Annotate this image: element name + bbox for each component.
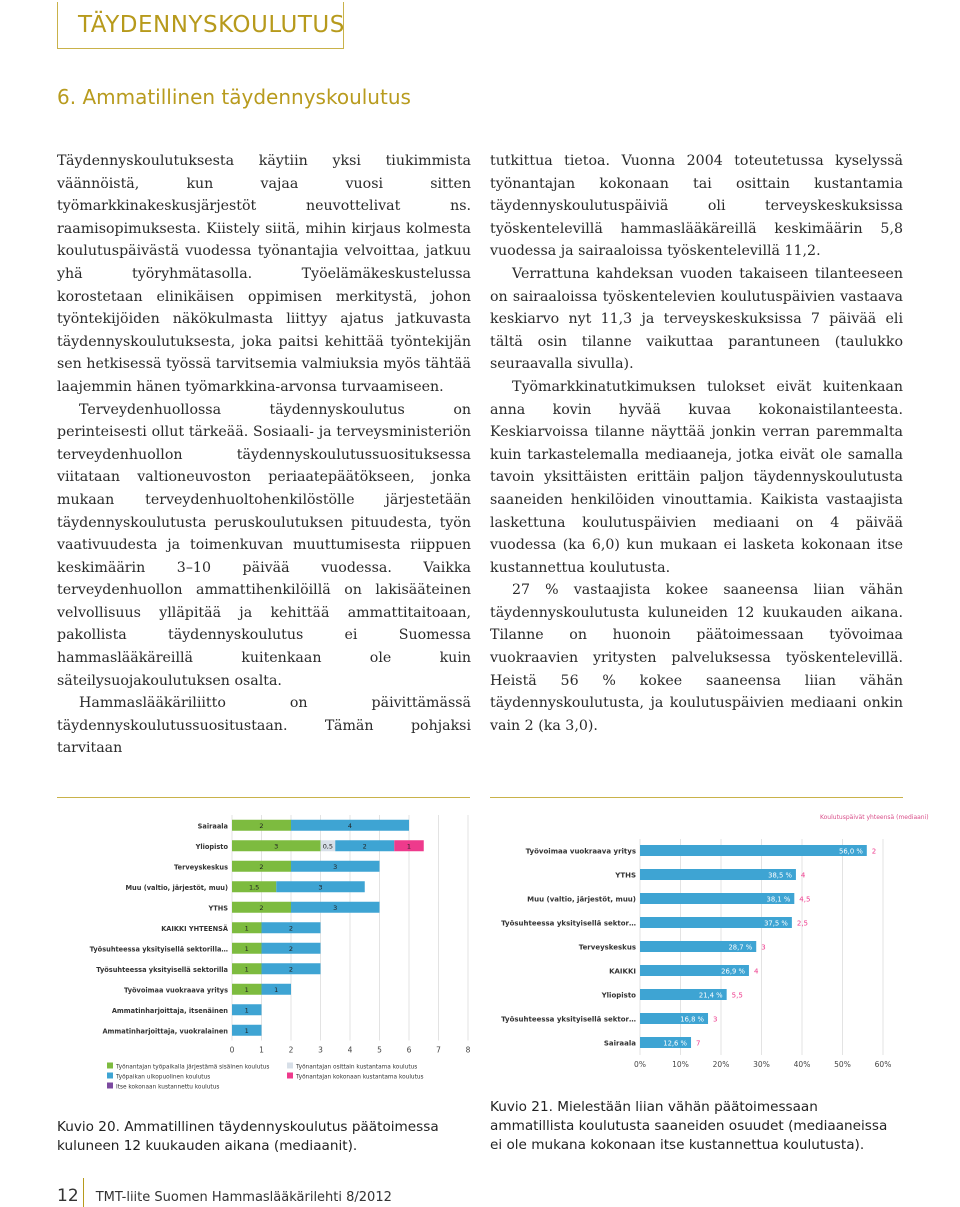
x-tick-label: 30% [753, 1060, 770, 1069]
data-label: 1 [244, 965, 249, 974]
figure-20-chart [57, 805, 470, 1105]
category-label: Ammatinharjoittaja, itsenäinen [111, 1006, 228, 1015]
category-label: KAIKKI [609, 967, 636, 976]
median-label: 3 [713, 1015, 718, 1024]
paragraph: Verrattuna kahdeksan vuoden takaiseen tilanteeseen on sairaaloissa työskentelevien koulutuspäivien vastaava keskiarvo nyt 11,3 ja terveyskeskuksissa 7 päivää eli tältä osin tilanne vaikuttaa parantuneen (taulukko seuraavalla sivulla). [490, 265, 903, 373]
data-label: 38,5 % [768, 871, 792, 880]
left-column [57, 150, 471, 760]
category-label: Sairaala [603, 1039, 636, 1048]
data-label: 2 [259, 821, 264, 830]
section-tab-label: TÄYDENNYSKOULUTUS [78, 12, 345, 38]
paragraph: Hammaslääkäriliitto on päivittämässä täydennyskoulutussuositustaan. Tämän pohjaksi tarvitaan [57, 695, 471, 757]
category-label: Terveyskeskus [578, 943, 636, 952]
right-column [490, 150, 903, 737]
x-tick-label: 0% [634, 1060, 646, 1069]
category-label: Muu (valtio, järjestöt, muu) [527, 895, 636, 904]
median-label: 2,5 [796, 919, 809, 928]
category-label: Terveyskeskus [174, 863, 228, 872]
category-label: Ammatinharjoittaja, vuokralainen [102, 1027, 228, 1036]
legend-swatch [107, 1083, 113, 1089]
data-label: 2 [259, 862, 264, 871]
category-label: Työsuhteessa yksityisellä sektor… [501, 919, 636, 928]
data-label: 3 [318, 883, 323, 892]
figure-21-chart [490, 805, 929, 1085]
paragraph: Täydennyskoulutuksesta käytiin yksi tiukimmista väännöistä, kun vajaa vuosi sitten työmarkkinakeskusjärjestöt neuvottelivat ns. raamisopimuksesta. Kiistely siitä, mihin kirjaus kolmesta koulutuspäivästä vuodessa työnantajia velvoittaa, jatkuu yhä työryhmätasolla. Työelämäkeskustelussa korostetaan elinikäisen oppimisen merkitystä, johon työntekijöiden näkökulmasta liittyy ajatus jatkuvasta täydennyskoulutuksesta, joka paitsi kehittää työntekijän sen hetkisessä työssä tarvitsemia valmiuksia myös tähtää laajemmin hänen työmarkkina-arvonsa turvaamiseen. [57, 153, 471, 395]
paragraph: 27 % vastaajista kokee saaneensa liian vähän täydennyskoulutusta kuluneiden 12 kuukauden aikana. Tilanne on huonoin päätoimessaan työvoimaa vuokraavien yritysten palveluksessa työskentelevillä. Heistä 56 % kokee saaneensa liian vähän täydennyskoulutusta, ja koulutuspäivien mediaani onkin vain 2 (ka 3,0). [490, 582, 903, 734]
data-label: 1 [274, 985, 279, 994]
median-label: 7 [696, 1039, 701, 1048]
data-label: 21,4 % [698, 991, 723, 1000]
category-label: Muu (valtio, järjestöt, muu) [125, 883, 228, 892]
x-tick-label: 1 [259, 1045, 264, 1055]
data-label: 37,5 % [764, 919, 788, 928]
data-label: 1,5 [248, 883, 260, 892]
footer [57, 1186, 392, 1206]
section-title: 6. Ammatillinen täydennyskoulutus [57, 85, 411, 109]
category-label: Työsuhteessa yksityisellä sektorilla… [89, 945, 228, 954]
paragraph: tutkittua tietoa. Vuonna 2004 toteutetussa kyselyssä työnantajan kokonaan tai osittain kustantamia täydennyskoulutuspäiviä oli terveyskeskuksissa työskentelevillä hammaslääkäreillä keskimäärin 5,8 vuodessa ja sairaaloissa työskentelevillä 11,2. [490, 153, 903, 260]
page-number: 12 [57, 1186, 79, 1206]
legend-swatch [107, 1063, 113, 1069]
category-label: YTHS [615, 871, 636, 880]
category-label: Työsuhteessa yksityisellä sektor… [501, 1015, 636, 1024]
median-label: 2 [871, 847, 877, 856]
x-tick-label: 20% [712, 1060, 730, 1069]
x-tick-label: 60% [874, 1060, 892, 1069]
legend-title: Koulutuspäivät yhteensä (mediaani) [820, 814, 929, 821]
category-label: YTHS [208, 904, 228, 913]
data-label: 1 [244, 1006, 249, 1015]
legend-label: Työnantajan työpaikalla järjestämä sisäinen koulutus [116, 1064, 270, 1071]
median-label: 4 [800, 871, 806, 880]
x-tick-label: 5 [377, 1045, 382, 1055]
figure-21 [490, 805, 929, 1085]
x-tick-label: 6 [406, 1045, 412, 1055]
x-tick-label: 10% [672, 1060, 689, 1069]
category-label: Työvoimaa vuokraava yritys [525, 847, 636, 856]
data-label: 2 [288, 924, 294, 933]
x-tick-label: 0 [229, 1045, 235, 1055]
data-label: 3 [333, 862, 338, 871]
figure-rule-right [490, 797, 903, 798]
figure-rule-left [57, 797, 470, 798]
legend-label: Työpaikan ulkopuolinen koulutus [116, 1074, 211, 1081]
category-label: Yliopisto [601, 991, 636, 1000]
data-label: 1 [406, 842, 412, 851]
bar [640, 845, 867, 856]
data-label: 3 [274, 842, 279, 851]
x-tick-label: 2 [288, 1045, 294, 1055]
data-label: 1 [244, 1026, 249, 1035]
median-label: 4 [753, 967, 759, 976]
data-label: 2 [362, 842, 367, 851]
data-label: 2 [288, 944, 294, 953]
data-label: 1 [244, 944, 249, 953]
median-label: 3 [761, 943, 766, 952]
data-label: 1 [244, 924, 249, 933]
data-label: 3 [333, 903, 338, 912]
data-label: 56,0 % [839, 847, 863, 856]
x-tick-label: 4 [347, 1045, 353, 1055]
paragraph: Terveydenhuollossa täydennyskoulutus on perinteisesti ollut tärkeää. Sosiaali- ja terveysministeriön terveydenhuollon täydennyskoulutussuosituksessa viitataan valtioneuvoston periaatepäätökseen, jonka mukaan terveydenhuoltohenkilöstölle järjestetään täydennyskoulutusta peruskoulutuksen pituudesta, työn vaativuudesta ja toimenkuvan muuttumisesta riippuen keskimäärin 3–10 päivää vuodessa. Vaikka terveydenhuollon ammattihenkilöillä on lakisääteinen velvollisuus ylläpitää ja kehittää ammattitaitoaan, pakollista täydennyskoulutus ei Suomessa hammaslääkäreillä kuitenkaan ole kuin säteilysuojakoulutuksen osalta. [57, 401, 471, 689]
data-label: 16,8 % [680, 1015, 705, 1024]
legend-label: Itse kokonaan kustannettu koulutus [116, 1084, 220, 1091]
x-tick-label: 3 [318, 1045, 323, 1055]
data-label: 2 [259, 903, 264, 912]
x-tick-label: 8 [465, 1045, 471, 1055]
category-label: Työvoimaa vuokraava yritys [124, 986, 228, 995]
data-label: 38,1 % [766, 895, 791, 904]
data-label: 1 [244, 985, 249, 994]
figure-20 [57, 805, 470, 1105]
category-label: KAIKKI YHTEENSÄ [161, 924, 228, 933]
figure-21-caption: Kuvio 21. Mielestään liian vähän päätoimessaan ammatillista koulutusta saaneiden osuudet (mediaaneissa ei ole mukana kokonaan itse kustannettua koulutusta). [490, 1099, 888, 1153]
legend-swatch [107, 1073, 113, 1079]
x-tick-label: 7 [436, 1045, 441, 1055]
legend-label: Työnantajan kokonaan kustantama koulutus [296, 1074, 424, 1081]
category-label: Sairaala [197, 822, 228, 831]
data-label: 26,9 % [721, 967, 745, 976]
data-label: 0,5 [322, 842, 334, 851]
legend-swatch [287, 1073, 293, 1079]
category-label: Työsuhteessa yksityisellä sektorilla [96, 965, 228, 974]
footer-source: TMT-liite Suomen Hammaslääkärilehti 8/2012 [95, 1190, 392, 1205]
category-label: Yliopisto [195, 842, 228, 851]
figure-20-caption: Kuvio 20. Ammatillinen täydennyskoulutus päätoimessa kuluneen 12 kuukauden aikana (mediaanit). [57, 1119, 439, 1154]
legend-label: Työnantajan osittain kustantama koulutus [296, 1064, 418, 1071]
x-tick-label: 50% [834, 1060, 851, 1069]
median-label: 5,5 [731, 991, 743, 1000]
paragraph: Työmarkkinatutkimuksen tulokset eivät kuitenkaan anna kovin hyvää kuvaa kokonaistilanteesta. Keskiarvoissa tilanne näyttää jonkin verran paremmalta kuin tarkastelemalla mediaaneja, jotka eivät ole samalla tavoin yksittäisten erittäin paljon täydennyskoulutusta saaneiden henkilöiden vinouttamia. Kaikista vastaajista laskettuna koulutuspäivien mediaani on 4 päivää vuodessa (ka 6,0) kun mukaan ei lasketa kokonaan itse kustannettua koulutusta. [490, 378, 903, 576]
data-label: 4 [347, 821, 353, 830]
median-label: 4,5 [799, 895, 811, 904]
x-tick-label: 40% [793, 1060, 811, 1069]
data-label: 2 [288, 965, 294, 974]
data-label: 28,7 % [728, 943, 753, 952]
section-tab [57, 2, 344, 49]
data-label: 12,6 % [663, 1039, 688, 1048]
legend-swatch [287, 1063, 293, 1069]
